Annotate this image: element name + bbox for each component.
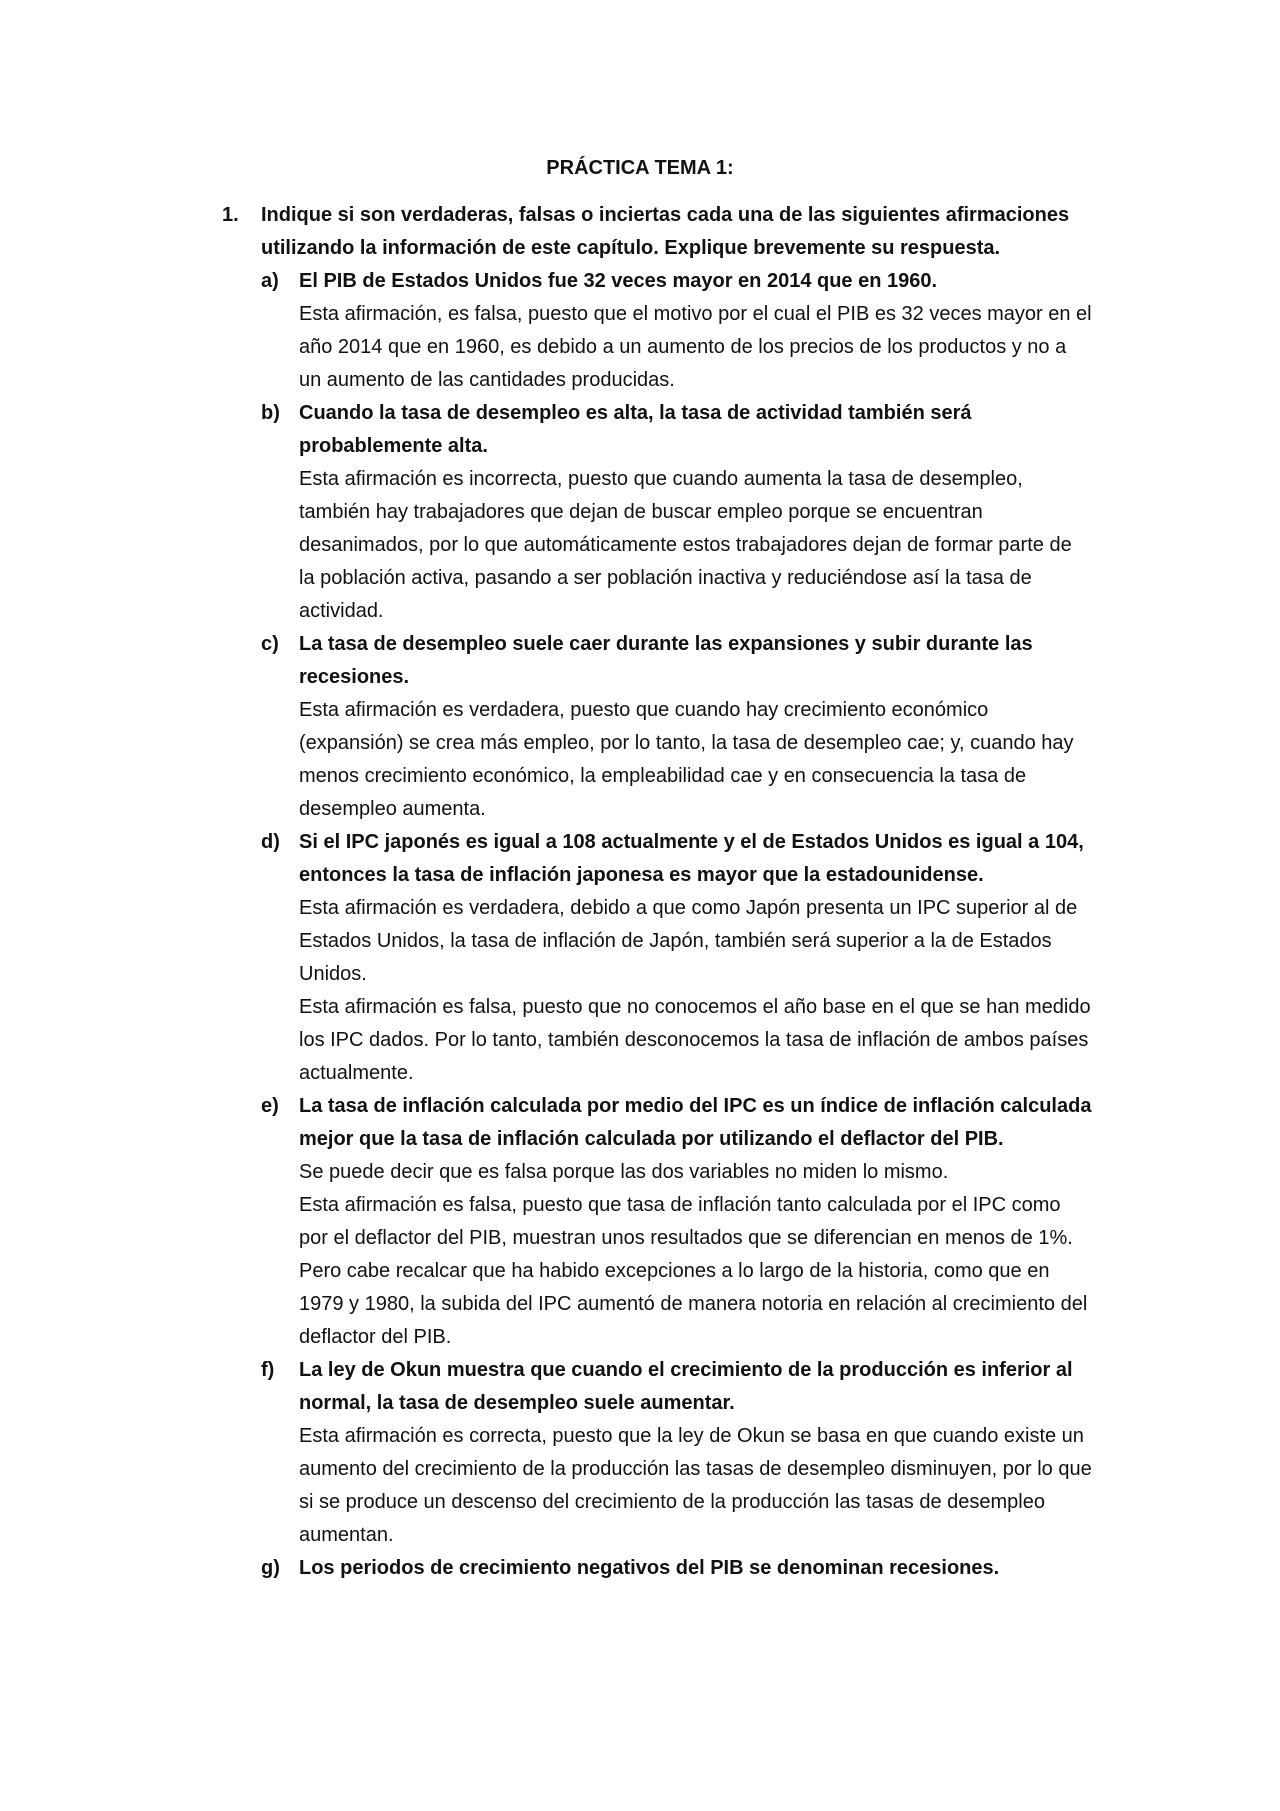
item-answer: Esta afirmación es incorrecta, puesto que cuando aumenta la tasa de desempleo, también hay trabajadores que dejan de buscar empleo porque se encuentran desanimados, por lo que automáticamente estos trabajadores dejan de formar parte de la población activa, pasando a ser población inactiva y reduciéndose así la tasa de actividad.: [299, 468, 1072, 622]
list-item-g: [222, 1552, 1092, 1585]
item-statement: La tasa de inflación calculada por medio del IPC es un índice de inflación calculada mejor que la tasa de inflación calculada por utilizando el deflactor del PIB.: [299, 1095, 1092, 1150]
question-1: [222, 199, 1092, 1585]
list-item-b: [222, 397, 1092, 628]
item-statement: Si el IPC japonés es igual a 108 actualmente y el de Estados Unidos es igual a 104, entonces la tasa de inflación japonesa es mayor que la estadounidense.: [299, 831, 1084, 886]
list-item-c: [222, 628, 1092, 826]
item-letter: a): [261, 270, 279, 292]
item-letter: d): [261, 831, 280, 853]
item-statement: El PIB de Estados Unidos fue 32 veces mayor en 2014 que en 1960.: [299, 270, 938, 292]
list-item-f: [222, 1354, 1092, 1552]
item-answer: Pero cabe recalcar que ha habido excepciones a lo largo de la historia, como que en 1979 y 1980, la subida del IPC aumentó de manera notoria en relación al crecimiento del deflactor del PIB.: [299, 1260, 1088, 1348]
page-title: PRÁCTICA TEMA 1:: [546, 157, 734, 179]
question-number: 1.: [222, 204, 239, 226]
item-answer: Esta afirmación es verdadera, debido a que como Japón presenta un IPC superior al de Estados Unidos, la tasa de inflación de Japón, también será superior a la de Estados Unidos.: [299, 897, 1078, 985]
item-letter: e): [261, 1095, 279, 1117]
item-answer: Esta afirmación es verdadera, puesto que cuando hay crecimiento económico (expansión) se crea más empleo, por lo tanto, la tasa de desempleo cae; y, cuando hay menos crecimiento económico, la empleabilidad cae y en consecuencia la tasa de desempleo aumenta.: [299, 699, 1074, 820]
item-statement: Cuando la tasa de desempleo es alta, la tasa de actividad también será probablemente alta.: [299, 402, 972, 457]
item-list: [222, 265, 1092, 1585]
item-letter: c): [261, 633, 279, 655]
item-letter: g): [261, 1557, 280, 1579]
item-answer: Esta afirmación, es falsa, puesto que el motivo por el cual el PIB es 32 veces mayor en el año 2014 que en 1960, es debido a un aumento de los precios de los productos y no a un aumento de las cantidades producidas.: [299, 303, 1092, 391]
item-statement: La tasa de desempleo suele caer durante las expansiones y subir durante las recesiones.: [299, 633, 1033, 688]
item-statement: Los periodos de crecimiento negativos del PIB se denominan recesiones.: [299, 1557, 1000, 1579]
item-answer: Esta afirmación es falsa, puesto que no conocemos el año base en el que se han medido los IPC dados. Por lo tanto, también desconocemos la tasa de inflación de ambos países actualmente.: [299, 996, 1091, 1084]
question-text: Indique si son verdaderas, falsas o inciertas cada una de las siguientes afirmaciones utilizando la información de este capítulo. Explique brevemente su respuesta.: [261, 204, 1070, 259]
item-answer: Esta afirmación es correcta, puesto que la ley de Okun se basa en que cuando existe un aumento del crecimiento de la producción las tasas de desempleo disminuyen, por lo que si se produce un descenso del crecimiento de la producción las tasas de desempleo aumentan.: [299, 1425, 1092, 1546]
list-item-d: [222, 826, 1092, 1090]
list-item-e: [222, 1090, 1092, 1354]
item-answer: Esta afirmación es falsa, puesto que tasa de inflación tanto calculada por el IPC como por el deflactor del PIB, muestran unos resultados que se diferencian en menos de 1%.: [299, 1194, 1073, 1249]
item-statement: La ley de Okun muestra que cuando el crecimiento de la producción es inferior al normal, la tasa de desempleo suele aumentar.: [299, 1359, 1073, 1414]
list-item-a: [222, 265, 1092, 397]
item-letter: b): [261, 402, 280, 424]
item-letter: f): [261, 1359, 275, 1381]
item-answer: Se puede decir que es falsa porque las dos variables no miden lo mismo.: [299, 1161, 949, 1183]
